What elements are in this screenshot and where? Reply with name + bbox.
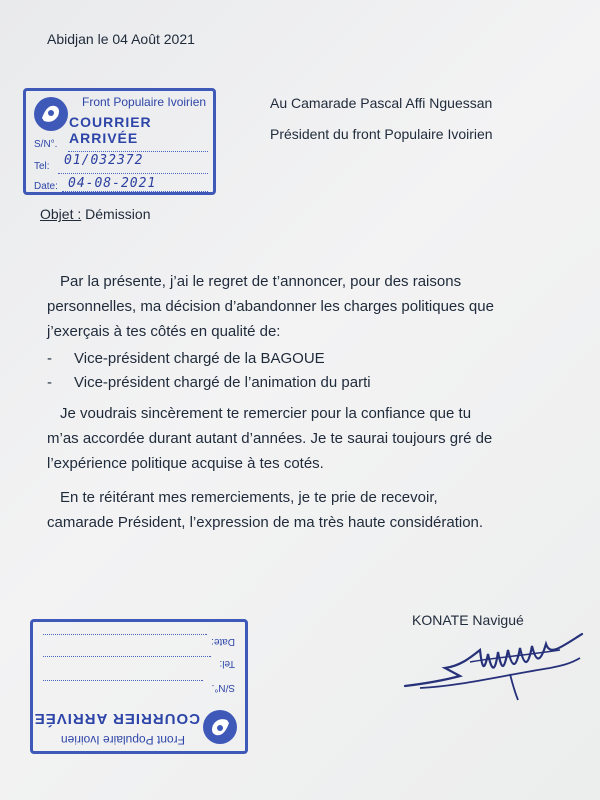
- stamp-tel-value: 01/032372: [64, 153, 144, 168]
- stamp-date-line: [43, 634, 207, 635]
- stamp-org: Front Populaire Ivoirien: [82, 95, 207, 109]
- stamp-date-line: [62, 191, 208, 192]
- stamp-date-label: Date:: [34, 181, 58, 192]
- stamp-tel-label: Tel:: [219, 658, 235, 669]
- letter-date: Abidjan le 04 Août 2021: [47, 31, 195, 47]
- stamp-sn-label: S/N°.: [34, 139, 58, 150]
- bullet-item: [47, 374, 371, 391]
- recipient-title: Président du front Populaire Ivoirien: [270, 126, 493, 142]
- paragraph-3-line-2: camarade Président, l’expression de ma très haute considération.: [47, 514, 484, 531]
- bullet-text: Vice-président chargé de la BAGOUE: [74, 350, 325, 367]
- stamp-tel-line: [58, 173, 208, 174]
- paragraph-2-line-2: m’as accordée durant autant d’années. Je te saurai toujours gré de: [47, 430, 493, 447]
- paragraph-2-line-3: l’expérience politique acquise à tes cotés.: [47, 455, 324, 472]
- subject-line: [40, 206, 151, 222]
- paragraph-1-line-2: personnelles, ma décision d’abandonner les charges politiques que: [47, 298, 494, 315]
- stamp-title: COURRIER ARRIVÉE: [33, 710, 200, 727]
- fpi-logo-icon: [31, 94, 71, 134]
- signer-name: KONATE Navigué: [412, 612, 524, 628]
- stamp-tel-label: Tel:: [34, 161, 50, 172]
- stamp-title: COURRIER ARRIVÉE: [69, 114, 152, 146]
- bullet-item: [47, 350, 325, 367]
- bullet-dash: -: [47, 374, 52, 391]
- paragraph-1-line-3: j’exerçais à tes côtés en qualité de:: [47, 323, 281, 340]
- stamp-sn-line: [43, 680, 203, 681]
- stamp-sn-line: [68, 151, 208, 152]
- stamp-sn-label: S/N°.: [211, 682, 235, 693]
- subject-label: Objet :: [40, 206, 82, 222]
- paragraph-1-line-1: Par la présente, j’ai le regret de t’annoncer, pour des raisons: [60, 273, 462, 290]
- recipient-block: [270, 88, 493, 150]
- subject-value: Démission: [81, 206, 151, 222]
- stamp-tel-line: [43, 656, 211, 657]
- fpi-logo-icon: [200, 707, 240, 747]
- courrier-arrivee-stamp: [23, 88, 216, 195]
- stamp-date-value: 04-08-2021: [68, 176, 157, 191]
- paragraph-2-line-1: Je voudrais sincèrement te remercier pour la confiance que tu: [60, 405, 472, 422]
- courrier-arrivee-stamp-inverted: [30, 619, 248, 754]
- stamp-org: Front Populaire Ivoirien: [60, 733, 185, 747]
- bullet-text: Vice-président chargé de l’animation du parti: [74, 374, 371, 391]
- bullet-dash: -: [47, 350, 52, 367]
- paragraph-3-line-1: En te réitérant mes remerciements, je te prie de recevoir,: [60, 489, 438, 506]
- handwritten-signature: [400, 628, 585, 703]
- recipient-name: Au Camarade Pascal Affi Nguessan: [270, 95, 493, 111]
- stamp-date-label: Date:: [211, 636, 235, 647]
